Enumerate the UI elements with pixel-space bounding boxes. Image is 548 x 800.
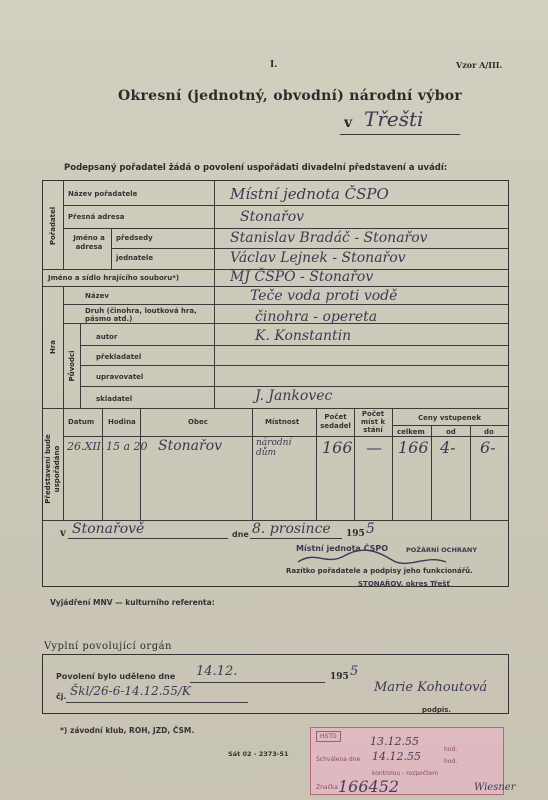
value-soubor: MJ ČSPO - Stonařov <box>230 269 374 285</box>
cell-hodina: 15 a 20 <box>106 440 148 453</box>
stamp-line-3: STONAŘOV, okres Třešť <box>358 580 450 588</box>
cell-mist: — <box>366 438 382 457</box>
value-jednatele: Václav Lejnek - Stonařov <box>230 250 406 266</box>
stamp-line-1: Místní jednota ČSPO <box>296 544 389 553</box>
place-prefix: v <box>344 115 353 131</box>
mnv-label: Vyjádření MNV — kulturního referenta: <box>50 598 215 607</box>
label-nazev-poradatele: Název pořadatele <box>68 190 138 198</box>
header-ceny: Ceny vstupenek <box>418 414 482 422</box>
header-datum: Datum <box>68 418 95 426</box>
label-autor: autor <box>96 333 118 341</box>
stamp-date-2: 14.12.55 <box>372 750 421 763</box>
header-mistnost: Místnost <box>265 418 300 426</box>
sign-date: 8. prosince <box>252 521 331 537</box>
value-skladatel: J. Jankovec <box>255 388 333 404</box>
header-pocet-sedadel: Počet sedadel <box>320 413 351 430</box>
cell-od: 4- <box>440 438 456 457</box>
value-nazev-poradatele: Místní jednota ČSPO <box>230 185 389 203</box>
header-od: od <box>446 428 456 436</box>
authority-heading: Vyplní povolující orgán <box>44 641 172 652</box>
cj-label: čj. <box>56 692 67 701</box>
label-soubor: Jméno a sídlo hrajícího souboru*) <box>48 274 180 282</box>
cell-celkem: 166 <box>398 438 429 457</box>
label-predsedy: předsedy <box>116 234 153 242</box>
label-prekladatel: překladatel <box>96 353 142 361</box>
value-druh: činohra - opereta <box>255 309 378 325</box>
side-label-poradatel: Pořadatel <box>49 206 57 246</box>
template-number: Vzor A/III. <box>456 60 503 70</box>
cell-obec: Stonařov <box>158 438 223 454</box>
stamp-caption: Razítko pořadatele a podpisy jeho funkcionářů. <box>286 567 473 575</box>
label-presna-adresa: Přesná adresa <box>68 213 125 221</box>
stamp-schvalena: Schválena dne <box>316 756 361 763</box>
cell-do: 6- <box>480 438 496 457</box>
label-druh: Druh (činohra, loutková hra, pásmo atd.) <box>85 307 197 323</box>
stamp-signature: Wiesner <box>474 782 516 793</box>
authority-signature: Marie Kohoutová <box>374 680 488 695</box>
side-label-puvodci: Původci <box>68 350 76 382</box>
podpis-label: podpis. <box>422 706 452 714</box>
stamp-kontrola: kontrolou - rozpočtem <box>372 770 439 777</box>
page-title: Okresní (jednotný, obvodní) národní výbor <box>118 88 463 104</box>
header-celkem: celkem <box>397 428 425 436</box>
side-label-hra: Hra <box>49 339 57 355</box>
header-pocet-mist: Počet míst k stání <box>360 410 386 434</box>
stamp-hod-1: hod. <box>444 746 458 753</box>
granted-year-print: 195 <box>330 672 349 682</box>
header-obec: Obec <box>188 418 208 426</box>
label-upravovatel: upravovatel <box>96 373 144 381</box>
granted-label: Povolení bylo uděleno dne <box>56 672 176 681</box>
sign-v: v <box>60 528 66 539</box>
stamp-hstd: HSTD <box>316 731 341 742</box>
center-mark: I. <box>270 60 278 70</box>
cell-mistnost: národní dům <box>256 438 292 458</box>
cell-datum: 26.XII. <box>67 440 105 453</box>
organizer-signature-scribble <box>296 548 476 568</box>
cell-sedadel: 166 <box>322 438 353 457</box>
header-hodina: Hodina <box>108 418 136 426</box>
cj-value: Škl/26-6-14.12.55/K <box>70 684 191 698</box>
label-jednatele: jednatele <box>116 254 154 262</box>
label-skladatel: skladatel <box>96 395 133 403</box>
header-do: do <box>484 428 494 436</box>
value-nazev: Teče voda proti vodě <box>250 288 398 304</box>
place-handwritten: Třešti <box>364 107 424 131</box>
stamp-number: 166452 <box>338 777 400 796</box>
intro-text: Podepsaný pořadatel žádá o povolení uspořádati divadelní představení a uvádí: <box>64 163 448 173</box>
granted-year-hand: 5 <box>350 664 359 679</box>
stamp-date-1: 13.12.55 <box>370 735 419 748</box>
place-field <box>340 107 460 135</box>
value-presna-adresa: Stonařov <box>240 209 305 225</box>
sign-place: Stonařově <box>72 521 145 537</box>
label-jmeno-adresa: Jméno a adresa <box>73 234 105 251</box>
sign-year-print: 195 <box>346 529 365 539</box>
granted-date: 14.12. <box>196 664 238 679</box>
stamp-hod-2: hod. <box>444 758 458 765</box>
value-predsedy: Stanislav Bradáč - Stonařov <box>230 230 428 246</box>
stamp-line-2: POŽÁRNÍ OCHRANY <box>406 546 478 554</box>
footnote: *) závodní klub, ROH, JZD, ČSM. <box>60 726 195 735</box>
stamp-znacka: Značka <box>316 784 338 791</box>
sign-year-hand: 5 <box>366 521 375 537</box>
side-label-predstaveni: Představení bude uspořádáno <box>44 434 61 504</box>
value-autor: K. Konstantin <box>255 328 352 344</box>
print-code: Sát 02 - 2373-51 <box>228 750 289 758</box>
label-nazev: Název <box>85 292 109 300</box>
sign-dne-label: dne <box>232 530 249 539</box>
